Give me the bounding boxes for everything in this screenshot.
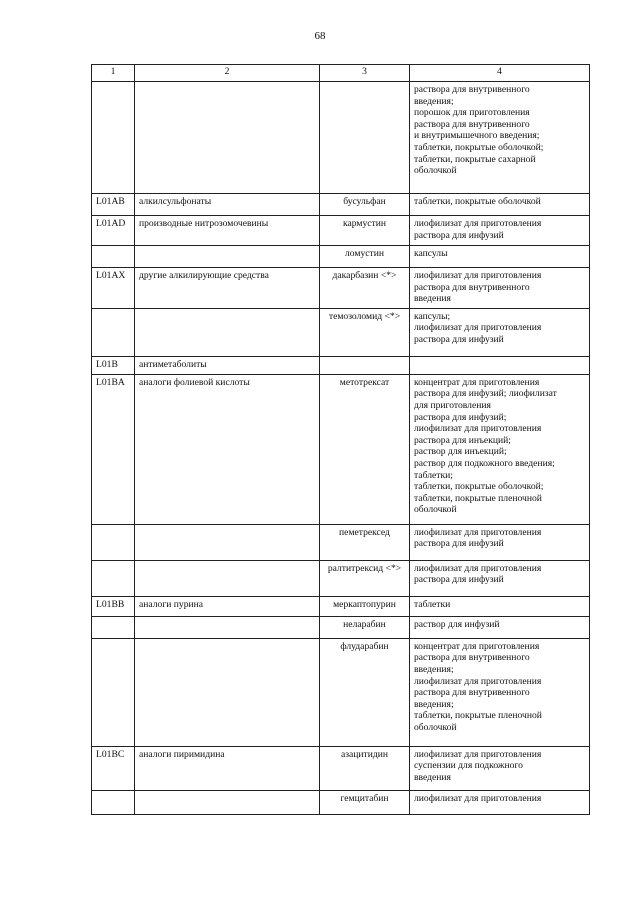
dosage-form-line: раствор для инъекций; xyxy=(414,446,507,458)
dosage-form-line: лиофилизат для приготовления xyxy=(414,562,542,574)
dosage-form-line: раствора для внутривенного xyxy=(414,118,530,130)
table-row xyxy=(92,790,590,814)
dosage-forms-cell xyxy=(410,524,590,560)
group-cell: алкилсульфонаты xyxy=(135,194,320,216)
atc-code-cell: L01AD xyxy=(92,216,135,246)
dosage-form-line: раствора для внутривенного xyxy=(414,84,530,95)
header-row xyxy=(92,65,590,82)
dosage-form-line: концентрат для приготовления xyxy=(414,640,540,652)
dosage-form-line: введения; xyxy=(414,698,454,710)
drug-name-cell: ралтитрексид <*> xyxy=(320,560,410,596)
table-row xyxy=(92,616,590,638)
dosage-form-line: введения; xyxy=(414,663,454,675)
drug-name-cell: кармустин xyxy=(320,216,410,246)
drug-name-cell: неларабин xyxy=(320,616,410,638)
dosage-forms-cell xyxy=(410,216,590,246)
atc-code-cell: L01BC xyxy=(92,746,135,790)
atc-code-cell: L01B xyxy=(92,356,135,374)
dosage-form-line: лиофилизат для приготовления xyxy=(414,675,542,687)
dosage-forms-cell xyxy=(410,308,590,356)
group-cell: другие алкилирующие средства xyxy=(135,268,320,309)
group-cell xyxy=(135,616,320,638)
table-row xyxy=(92,268,590,309)
dosage-forms-cell xyxy=(410,194,590,216)
header-cell-1: 1 xyxy=(92,65,135,82)
atc-code-cell xyxy=(92,638,135,746)
dosage-form-line: лиофилизат для приготовления xyxy=(414,270,542,281)
atc-code-cell xyxy=(92,560,135,596)
group-cell xyxy=(135,790,320,814)
dosage-forms-cell xyxy=(410,82,590,194)
dosage-forms-cell xyxy=(410,246,590,268)
drug-name-cell: гемцитабин xyxy=(320,790,410,814)
drug-name-cell: метотрексат xyxy=(320,374,410,524)
dosage-form-line: раствора для инфузий; лиофилизат xyxy=(414,388,557,400)
group-cell xyxy=(135,638,320,746)
table-row xyxy=(92,638,590,746)
table-row xyxy=(92,746,590,790)
drug-name-cell: бусульфан xyxy=(320,194,410,216)
dosage-form-line: раствора для инфузий xyxy=(414,333,504,345)
table-row xyxy=(92,308,590,356)
table-row xyxy=(92,216,590,246)
atc-code-cell: L01AB xyxy=(92,194,135,216)
dosage-form-line: порошок для приготовления xyxy=(414,107,530,119)
dosage-forms-cell xyxy=(410,638,590,746)
page-number: 68 xyxy=(314,30,326,42)
dosage-form-line: раствора для внутривенного xyxy=(414,687,530,699)
dosage-forms-cell xyxy=(410,356,590,374)
dosage-form-line: лиофилизат для приготовления xyxy=(414,218,542,229)
dosage-form-line: таблетки, покрытые сахарной xyxy=(414,153,536,165)
atc-code-cell xyxy=(92,82,135,194)
dosage-forms-cell xyxy=(410,790,590,814)
dosage-form-line: раствор для подкожного введения; xyxy=(414,457,555,469)
dosage-form-line: суспензии для подкожного xyxy=(414,760,523,772)
atc-code-cell xyxy=(92,246,135,268)
dosage-forms-cell xyxy=(410,374,590,524)
dosage-form-line: лиофилизат для приготовления xyxy=(414,322,542,334)
dosage-forms-cell xyxy=(410,746,590,790)
dosage-form-line: капсулы xyxy=(414,248,448,259)
drug-name-cell: азацитидин xyxy=(320,746,410,790)
drug-name-cell: пеметрексед xyxy=(320,524,410,560)
group-cell xyxy=(135,524,320,560)
table-row xyxy=(92,246,590,268)
dosage-form-line: оболочкой xyxy=(414,504,457,516)
dosage-form-line: раствора для инъекций; xyxy=(414,434,511,446)
dosage-form-line: раствора для инфузий xyxy=(414,229,504,241)
atc-code-cell: L01BA xyxy=(92,374,135,524)
dosage-form-line: таблетки, покрытые оболочкой xyxy=(414,196,541,207)
drug-name-cell: меркаптопурин xyxy=(320,596,410,616)
atc-code-cell xyxy=(92,616,135,638)
dosage-form-line: раствора для инфузий xyxy=(414,538,504,550)
drug-table xyxy=(91,64,590,815)
dosage-forms-cell xyxy=(410,616,590,638)
dosage-form-line: раствор для инфузий xyxy=(414,618,500,630)
table-row xyxy=(92,356,590,374)
group-cell xyxy=(135,246,320,268)
dosage-form-line: введения xyxy=(414,771,451,783)
dosage-form-line: для приготовления xyxy=(414,399,491,411)
dosage-form-line: таблетки, покрытые пленочной xyxy=(414,492,542,504)
dosage-form-line: введения; xyxy=(414,95,454,107)
dosage-form-line: оболочкой xyxy=(414,721,457,733)
dosage-form-line: лиофилизат для приготовления xyxy=(414,792,542,804)
header-cell-3: 3 xyxy=(320,65,410,82)
dosage-form-line: и внутримышечного введения; xyxy=(414,130,540,142)
group-cell xyxy=(135,560,320,596)
dosage-forms-cell xyxy=(410,560,590,596)
table-row xyxy=(92,560,590,596)
dosage-form-line: таблетки, покрытые оболочкой; xyxy=(414,141,544,153)
dosage-form-line: введения xyxy=(414,293,451,305)
atc-code-cell: L01AX xyxy=(92,268,135,309)
table-row xyxy=(92,82,590,194)
dosage-form-line: раствора для внутривенного xyxy=(414,652,530,664)
dosage-form-line: таблетки, покрытые оболочкой; xyxy=(414,481,544,493)
group-cell: производные нитрозомочевины xyxy=(135,216,320,246)
drug-name-cell xyxy=(320,356,410,374)
group-cell xyxy=(135,308,320,356)
group-cell: антиметаболиты xyxy=(135,356,320,374)
dosage-form-line: раствора для внутривенного xyxy=(414,281,530,293)
group-cell: аналоги фолиевой кислоты xyxy=(135,374,320,524)
dosage-form-line: раствора для инфузий; xyxy=(414,411,507,423)
group-cell: аналоги пурина xyxy=(135,596,320,616)
dosage-form-line: оболочкой xyxy=(414,165,457,177)
group-cell xyxy=(135,82,320,194)
dosage-forms-cell xyxy=(410,596,590,616)
atc-code-cell xyxy=(92,790,135,814)
header-cell-2: 2 xyxy=(135,65,320,82)
dosage-form-line: раствора для инфузий xyxy=(414,574,504,586)
header-cell-4: 4 xyxy=(410,65,590,82)
dosage-form-line: лиофилизат для приготовления xyxy=(414,526,542,538)
table-row xyxy=(92,524,590,560)
dosage-form-line: концентрат для приготовления xyxy=(414,376,540,388)
dosage-form-line: капсулы; xyxy=(414,310,451,322)
table-row xyxy=(92,596,590,616)
dosage-form-line: таблетки, покрытые пленочной xyxy=(414,710,542,722)
table-body xyxy=(92,82,590,815)
atc-code-cell: L01BB xyxy=(92,596,135,616)
drug-name-cell: темозоломид <*> xyxy=(320,308,410,356)
drug-name-cell: дакарбазин <*> xyxy=(320,268,410,309)
group-cell: аналоги пиримидина xyxy=(135,746,320,790)
dosage-form-line: таблетки; xyxy=(414,469,453,481)
dosage-form-line: таблетки xyxy=(414,598,451,610)
atc-code-cell xyxy=(92,524,135,560)
dosage-forms-cell xyxy=(410,268,590,309)
drug-name-cell: ломустин xyxy=(320,246,410,268)
dosage-form-line: лиофилизат для приготовления xyxy=(414,748,542,760)
table-row xyxy=(92,374,590,524)
drug-name-cell xyxy=(320,82,410,194)
table-row xyxy=(92,194,590,216)
drug-name-cell: флударабин xyxy=(320,638,410,746)
atc-code-cell xyxy=(92,308,135,356)
dosage-form-line: лиофилизат для приготовления xyxy=(414,423,542,435)
